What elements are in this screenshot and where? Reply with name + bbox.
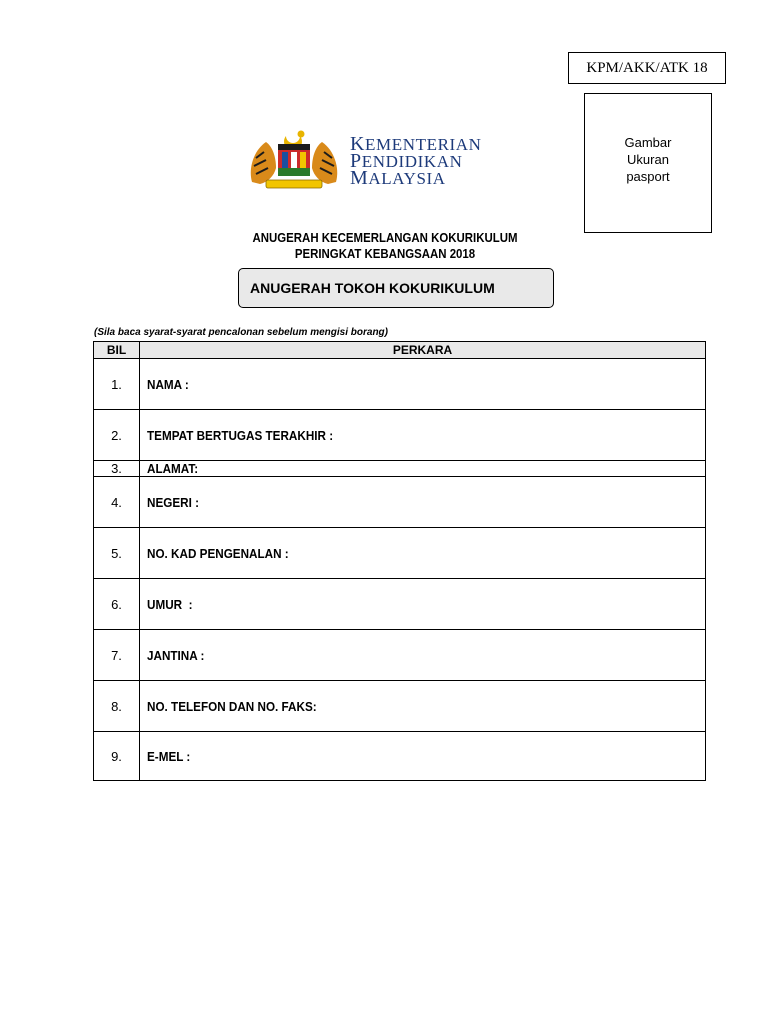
ministry-name-line-3: MALAYSIA [350,167,446,189]
field-label: UMUR : [147,596,193,612]
photo-box-line-1: Gambar [624,135,672,150]
document-title-line-1: ANUGERAH KECEMERLANGAN KOKURIKULUM [252,230,518,245]
form-field-tempat-bertugas[interactable] [140,410,706,461]
row-number: 9. [94,732,140,781]
ministry-logo [246,128,536,198]
field-label: TEMPAT BERTUGAS TERAKHIR : [147,427,334,443]
nomination-form-table [93,341,706,781]
column-header-bil: BIL [94,342,140,359]
field-label: NEGERI : [147,494,200,510]
photo-box-line-2: Ukuran [627,152,669,167]
row-number: 6. [94,579,140,630]
ministry-name-line-1: KEMENTERIAN [350,133,482,155]
table-row [94,461,706,477]
table-row [94,732,706,781]
field-label: E-MEL : [147,748,191,764]
instruction-note: (Sila baca syarat-syarat pencalonan sebelum mengisi borang) [94,327,388,338]
table-row [94,681,706,732]
form-field-jantina[interactable] [140,630,706,681]
form-field-kad-pengenalan[interactable] [140,528,706,579]
field-label: NAMA : [147,376,189,392]
ministry-name-line-2: PENDIDIKAN [350,150,463,172]
photo-box-line-3: pasport [626,169,670,184]
award-category-title: ANUGERAH TOKOH KOKURIKULUM [238,268,554,308]
field-label: NO. TELEFON DAN NO. FAKS: [147,698,317,714]
field-label: NO. KAD PENGENALAN : [147,545,289,561]
malaysia-coat-of-arms-icon [246,128,342,192]
passport-photo-box [584,93,712,233]
form-reference-code: KPM/AKK/ATK 18 [568,52,726,84]
row-number: 8. [94,681,140,732]
table-row [94,477,706,528]
table-row [94,359,706,410]
form-field-umur[interactable] [140,579,706,630]
ministry-name [350,133,482,189]
row-number: 2. [94,410,140,461]
form-field-telefon-faks[interactable] [140,681,706,732]
row-number: 1. [94,359,140,410]
field-label: ALAMAT: [147,461,199,476]
row-number: 7. [94,630,140,681]
table-row [94,528,706,579]
table-row [94,410,706,461]
row-number: 5. [94,528,140,579]
form-field-alamat[interactable] [140,461,706,477]
row-number: 3. [94,461,140,477]
form-field-emel[interactable] [140,732,706,781]
form-field-negeri[interactable] [140,477,706,528]
table-row [94,579,706,630]
document-title-line-2: PERINGKAT KEBANGSAAN 2018 [294,246,476,261]
row-number: 4. [94,477,140,528]
table-row [94,630,706,681]
form-field-nama[interactable] [140,359,706,410]
table-header-row [94,342,706,359]
column-header-perkara: PERKARA [140,342,706,359]
field-label: JANTINA : [147,647,205,663]
